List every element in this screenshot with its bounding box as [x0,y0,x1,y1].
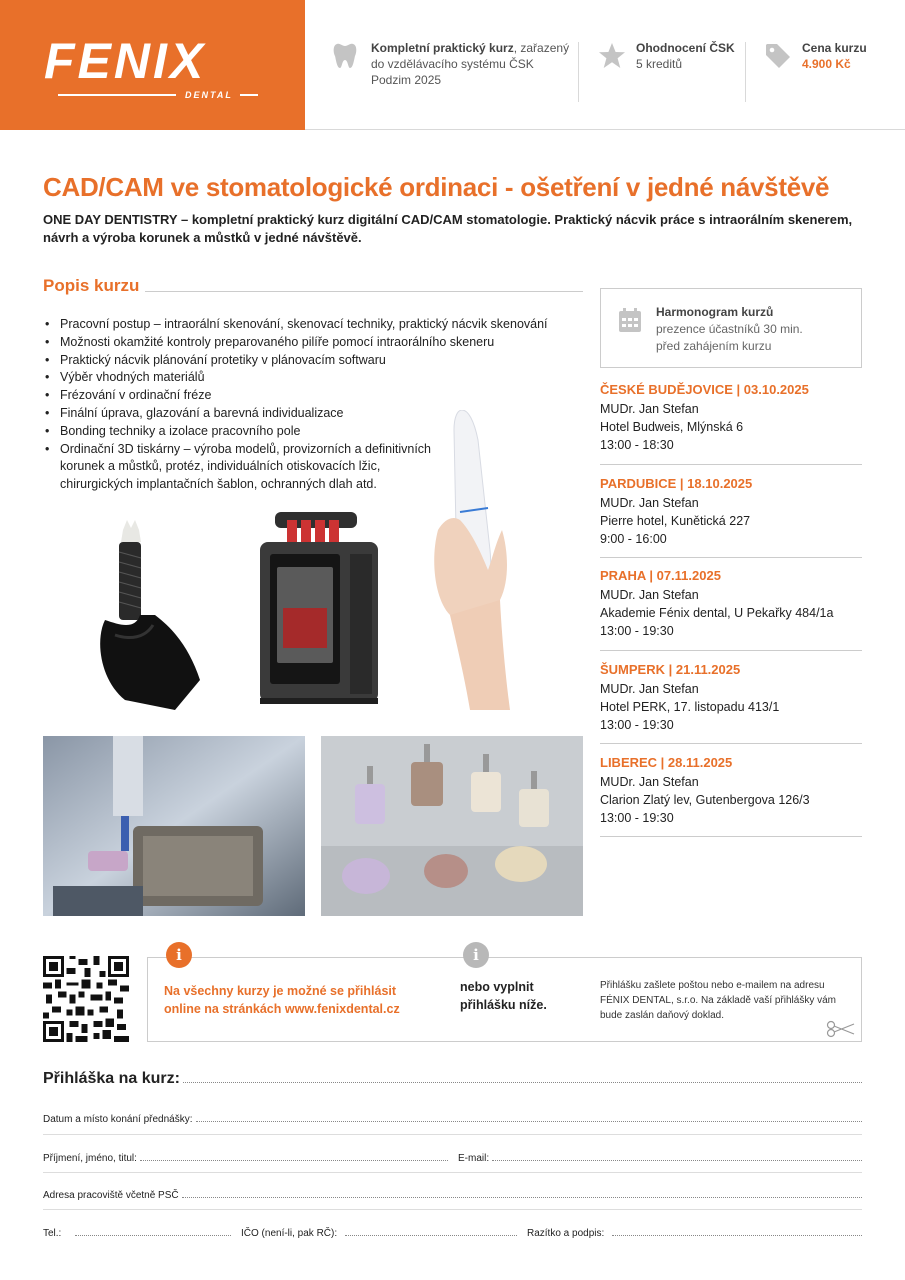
form-label-address: Adresa pracoviště včetně PSČ [43,1190,179,1201]
list-item: • Finální úprava, glazování a barevná individualizace [43,405,573,423]
form-row-ico [241,1227,517,1239]
info-icon: i [166,942,192,968]
event-sumperk: ŠUMPERK | 21.11.2025 MUDr. Jan Stefan Hotel PERK, 17. listopadu 413/1 13:00 - 19:30 [600,662,780,732]
milling-blocks-photo [321,736,583,916]
event-pardubice: PARDUBICE | 18.10.2025 MUDr. Jan Stefan Pierre hotel, Kunětická 227 9:00 - 16:00 [600,476,753,546]
logo-subtext: DENTAL [185,90,233,100]
list-item: • Frézování v ordinační fréze [43,387,573,405]
header [0,0,905,130]
event-praha: PRAHA | 07.11.2025 MUDr. Jan Stefan Akademie Fénix dental, U Pekařky 484/1a 13:00 - 19:30 [600,568,834,638]
form-label-ico: IČO (není-li, pak RČ): [241,1228,338,1239]
form-alternative-text: nebo vyplnit přihlášku níže. [460,980,547,1012]
form-field-name[interactable] [140,1152,448,1161]
list-item: • Ordinační 3D tiskárny – výroba modelů, provizorních a definitivních korunek a můstků, protéz, individuálních otiskovacích lžic, chirurgických implantačních šablon, ochranných dlah atd. [43,441,443,494]
form-title-row [43,1070,862,1088]
price-tag-icon [764,42,792,70]
course-type: Kompletní praktický kurz, zařazený do vzdělávacího systému ČSK Podzim 2025 [371,41,570,87]
form-row-signature [527,1227,862,1239]
list-item: • Pracovní postup – intraorální skenování, skenovací techniky, praktický nácvik skenování [43,316,573,334]
form-label-phone: Tel.: [43,1228,62,1239]
logo [0,0,305,130]
star-icon [598,42,626,69]
description-heading: Popis kurzu [43,276,140,295]
list-item: • Výběr vhodných materiálů [43,369,573,387]
schedule-box: Harmonogram kurzů prezence účastníků 30 min. před zahájením kurzu [600,288,862,368]
page-title: CAD/CAM ve stomatologické ordinaci - ošetření v jedné návštěvě [43,172,830,202]
form-row-phone [43,1227,231,1239]
schedule-heading: Harmonogram kurzů [656,305,774,319]
qr-code[interactable] [43,956,129,1042]
logo-text: FENIX [44,33,207,89]
scissors-icon [826,1020,856,1038]
form-field-email[interactable] [492,1152,862,1161]
page-subtitle: ONE DAY DENTISTRY – kompletní praktický kurz digitální CAD/CAM stomatologie. Praktický nácvik práce s intraorálním skenerem, návrh a výroba korunek a můstků v jedné návštěvě. [43,212,853,245]
list-item: • Praktický nácvik plánování protetiky v plánovacím softwaru [43,352,573,370]
online-registration-text[interactable]: Na všechny kurzy je možné se přihlásit online na stránkách www.fenixdental.cz [164,984,400,1016]
intraoral-scanner-photo [430,410,580,710]
price: Cena kurzu 4.900 Kč [802,41,867,71]
form-row-address [43,1189,862,1201]
form-field-phone[interactable] [75,1227,231,1236]
milling-machine-photo [43,736,305,916]
send-instructions: Přihlášku zašlete poštou nebo e-mailem na adresu FÉNIX DENTAL, s.r.o. Na základě vaší přihlášky vám bude zaslán daňový doklad. [600,980,837,1021]
event-ceske-budejovice: ČESKÉ BUDĚJOVICE | 03.10.2025 MUDr. Jan Stefan Hotel Budweis, Mlýnská 6 13:00 - 18:30 [600,382,809,452]
info-icon: i [463,942,489,968]
rating: Ohodnocení ČSK 5 kreditů [636,41,735,71]
event-liberec: LIBEREC | 28.11.2025 MUDr. Jan Stefan Clarion Zlatý lev, Gutenbergova 126/3 13:00 - 19:30 [600,755,810,825]
list-item: • Možnosti okamžité kontroly preparovaného pilíře pomocí intraorálního skeneru [43,334,573,352]
form-label-email: E-mail: [458,1153,490,1164]
form-label-name: Příjmení, jméno, titul: [43,1153,137,1164]
list-item: • Bonding techniky a izolace pracovního pole [43,423,573,441]
form-field-ico[interactable] [345,1227,517,1236]
form-row-date [43,1113,862,1125]
form-title: Přihláška na kurz: [43,1070,180,1087]
form-field-date-place[interactable] [196,1113,862,1122]
form-row-name [43,1152,448,1164]
tooth-icon [333,42,357,70]
form-field-course[interactable] [183,1074,862,1083]
crown-tool-photo [95,520,205,710]
form-field-signature[interactable] [612,1227,862,1236]
form-label-signature: Razítko a podpis: [527,1228,605,1239]
form-row-email [458,1152,862,1164]
form-field-address[interactable] [182,1189,862,1198]
form-label-date-place: Datum a místo konání přednášky: [43,1114,193,1125]
calendar-icon [618,307,642,333]
3d-printer-photo [255,512,385,707]
